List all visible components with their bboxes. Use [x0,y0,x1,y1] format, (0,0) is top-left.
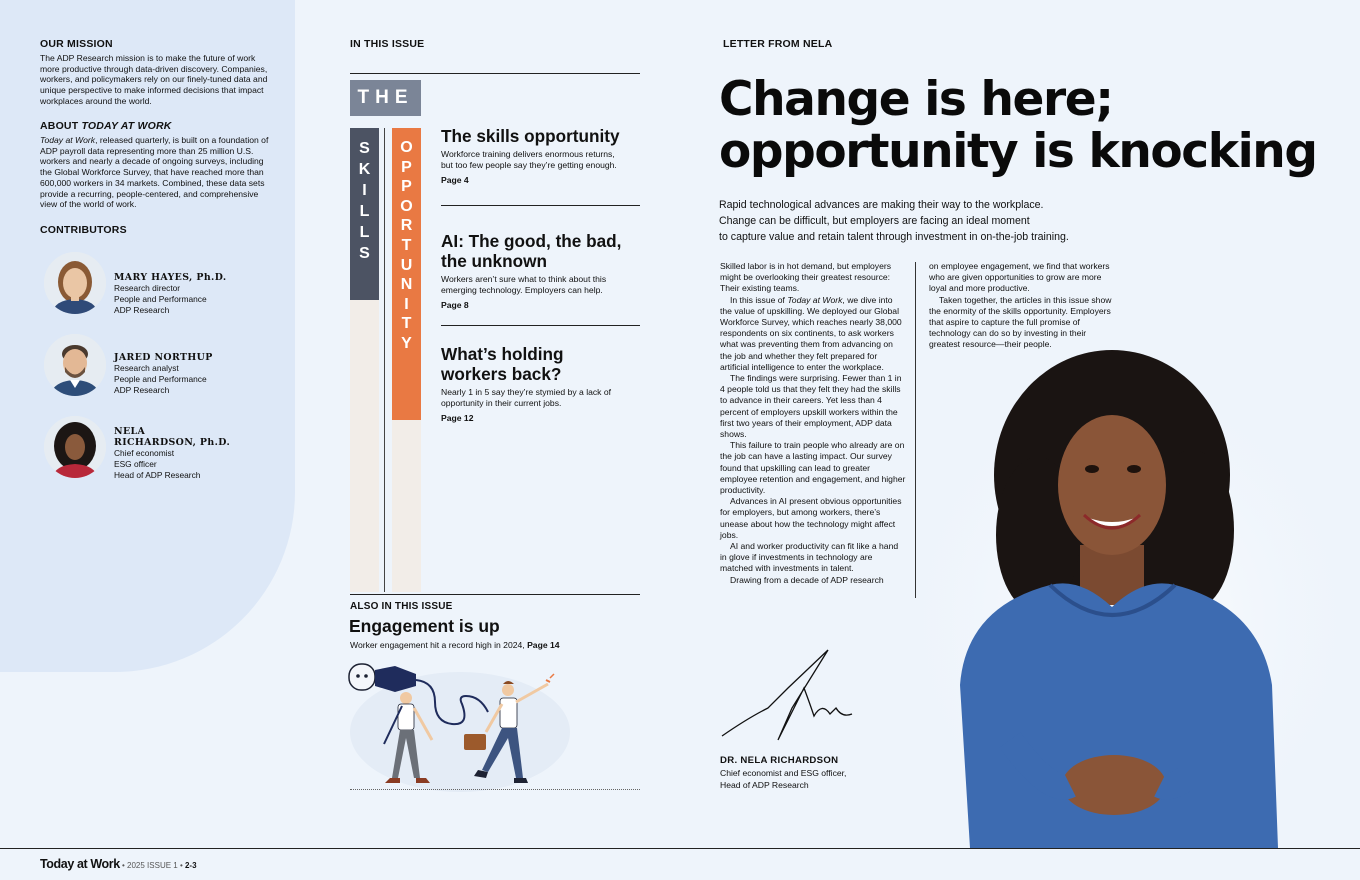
footer-divider [0,848,1360,849]
letter-paragraph: AI and worker productivity can fit like a hand in glove if investments in technology are matched with investments in talent. [720,541,899,574]
paragraph-text: In this issue of [730,294,788,305]
article-title: AI: The good, the bad, the unknown [441,231,622,271]
letter-paragraph [720,295,906,373]
contributor-department: ESG officer [114,459,157,470]
article-dek: Workforce training delivers enormous returns, but too few people say they’re getting enough. [441,149,617,170]
intro-line: to capture value and retain talent through investment in on-the-job training. [719,231,1069,243]
also-article-page: Page 14 [527,640,560,650]
contributor-name: MARY HAYES, Ph.D. [114,272,227,283]
footer-issue: • 2025 ISSUE 1 • [119,861,185,870]
about-body: , released quarterly, is built on a foundation of ADP payroll data representing more than 25 million U.S. workers and nearly a decade of ongoing surveys, including the Global Workforce Survey, that have reached more than 600,000 workers in 34 markets. Combined, these data sets provide a recurring, people-centered, and comprehensive view of the world of work. [40,135,269,210]
letter-body-column-1 [720,261,906,586]
article-dek: Workers aren’t sure what to think about this emerging technology. Employers can help. [441,274,607,295]
article-page: Page 4 [441,175,469,186]
avatar [44,334,106,396]
about-text [40,135,272,210]
avatar [44,252,106,314]
letter: P [401,178,412,196]
letter-body-column-2 [929,261,1115,351]
the-label: THE [350,80,421,116]
letter-paragraph: Taken together, the articles in this issue show the enormity of the skills opportunity. Employers that aspire to capture the full promise of technology can do so by investing in their greatest resource—their people. [929,294,1112,350]
article-holding-back[interactable] [441,344,621,423]
contributor-name: NELA [114,426,146,437]
contributor-org: Head of ADP Research [114,470,201,481]
also-in-this-issue-heading: ALSO IN THIS ISSUE [350,601,453,612]
letter: R [400,217,413,235]
letter: K [358,161,371,178]
letter-label: LETTER FROM NELA [723,38,833,50]
letter-paragraph: on employee engagement, we find that workers who are given opportunities to grow are more loyal and more productive. [929,261,1110,294]
article-title: The skills opportunity [441,126,620,146]
avatar [44,416,106,478]
contributor-nela-richardson [44,416,230,482]
workers-plug-illustration [340,652,570,792]
letter: S [359,140,370,157]
publication-title: Today at Work [787,294,843,305]
contributors-heading: CONTRIBUTORS [40,224,127,236]
divider [441,205,640,206]
nela-richardson-portrait [900,345,1360,848]
signatory-name: DR. NELA RICHARDSON [720,755,839,766]
contributor-role: Research analyst [114,363,179,373]
about-heading-prefix: ABOUT [40,120,82,132]
footer-page-numbers: 2-3 [184,861,197,870]
intro-line: Change can be difficult, but employers are facing an ideal moment [719,215,1030,227]
mission-text: The ADP Research mission is to make the future of work more productive through data-driven discovery. Companies, workers, and policymakers rely on our finely-tuned data and unique perspective to make informed decisions that impact workplaces around the world. [40,53,268,106]
contributor-jared-northup [44,334,213,397]
divider [384,128,385,592]
signatory-title-line: Head of ADP Research [720,779,809,790]
contributor-department: People and Performance [114,294,207,305]
letter-paragraph: Skilled labor is in hot demand, but employers might be overlooking their greatest resource: Their existing teams. [720,261,892,294]
contributor-org: ADP Research [114,385,170,396]
article-dek: Nearly 1 in 5 say they’re stymied by a lack of opportunity in their current jobs. [441,387,612,408]
letter: N [400,276,413,294]
letter-intro [719,197,1139,245]
about-heading [40,120,172,132]
article-page: Page 8 [441,300,469,311]
article-title: What’s holding workers back? [441,344,564,384]
letter-headline [719,74,1339,178]
letter: Y [401,334,412,352]
footer [40,857,197,871]
contributor-org: ADP Research [114,305,170,316]
intro-line: Rapid technological advances are making their way to the workplace. [719,199,1044,211]
in-this-issue-heading: IN THIS ISSUE [350,38,425,50]
letter: T [401,236,412,254]
contributor-name: RICHARDSON, Ph.D. [114,437,231,448]
contributor-department: People and Performance [114,374,207,385]
letter-paragraph: Drawing from a decade of ADP research [730,574,884,585]
contributor-role: Research director [114,283,181,293]
headline-line: Change is here; [719,72,1113,127]
letter-paragraph: The findings were surprising. Fewer than 1 in 4 people told us that they felt they had the skills to advance in their careers. Yet less than 4 percent of employers upskill workers within the first two years of their employment, ADP data shows. [720,373,902,440]
footer-brand: Today at Work [40,857,120,871]
letter: T [401,315,412,333]
article-page: Page 12 [441,413,474,424]
letter: L [359,224,370,241]
contributor-mary-hayes [44,252,227,317]
signatory-title-line: Chief economist and ESG officer, [720,768,847,778]
signature [718,648,868,743]
skills-vertical-label [350,128,379,300]
opportunity-vertical-label [392,128,421,420]
contributor-role: Chief economist [114,448,175,458]
paragraph-text: , we dive into the value of upskilling. We deployed our Global Workforce Survey, which reaches nearly 38,000 respondents on six continents, to ask workers what was preventing them from advancing on the job and whether they felt prepared for artificial intelligence to enter the workplace. [720,294,902,372]
mission-heading: OUR MISSION [40,38,113,50]
letter: O [400,139,413,156]
divider [441,325,640,326]
about-lead: Today at Work [40,135,96,145]
divider [350,789,640,790]
letter: L [359,203,370,220]
letter: P [401,158,412,176]
letter: S [359,245,370,262]
article-skills-opportunity[interactable] [441,126,641,185]
also-article-dek [350,640,560,650]
letter: I [362,182,367,199]
letter-paragraph: Advances in AI present obvious opportunities for employers, but among workers, there’s unease about how the technology might affect jobs. [720,496,902,540]
also-dek-text: Worker engagement hit a record high in 2024, [350,640,528,650]
letter-paragraph: This failure to train people who already are on the job can have a lasting impact. Our survey found that upskilling can lead to greater employee retention and engagement, and higher productivity. [720,440,906,496]
article-ai[interactable] [441,231,641,310]
letter: U [400,256,413,274]
signatory-title [720,768,846,791]
also-article-title[interactable]: Engagement is up [349,616,500,636]
divider [915,262,916,598]
letter: I [404,295,409,313]
divider [350,594,640,595]
about-heading-title: TODAY AT WORK [81,120,172,132]
divider [350,73,640,74]
letter: O [400,197,413,215]
headline-line: opportunity is knocking [719,124,1317,179]
contributor-name: JARED NORTHUP [114,352,213,363]
